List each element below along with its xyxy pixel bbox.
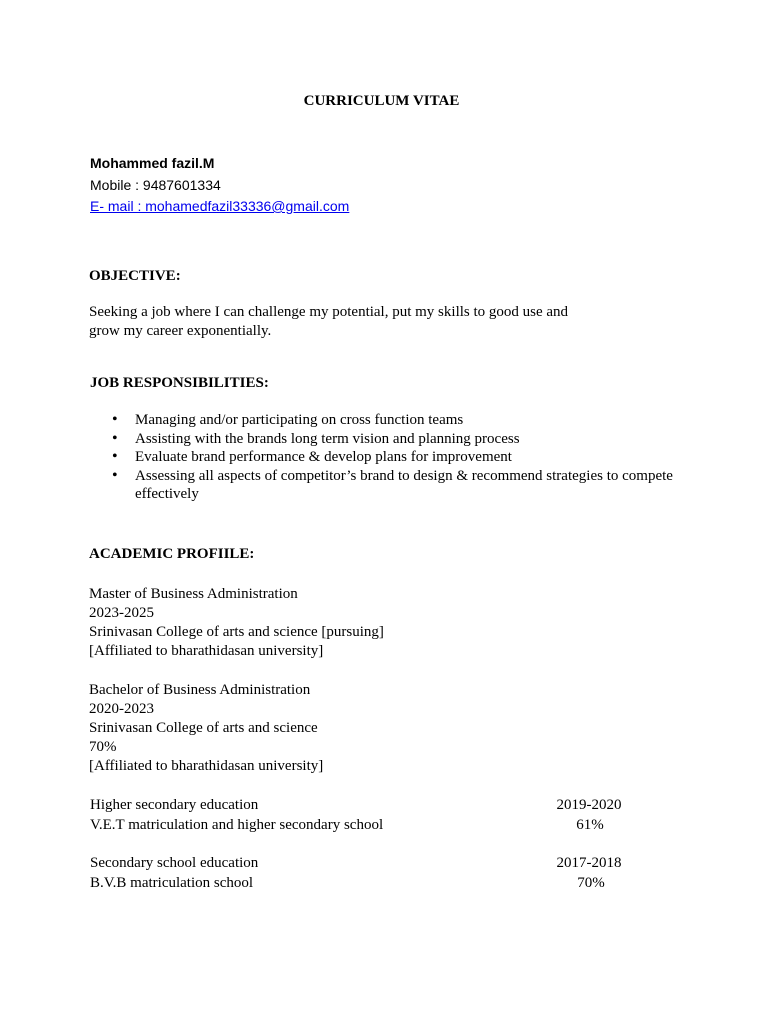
- ssc-years: 2017-2018: [556, 855, 622, 871]
- document-title: CURRICULUM VITAE: [303, 93, 460, 109]
- ssc-school: B.V.B matriculation school: [90, 875, 254, 891]
- hsc-years: 2019-2020: [556, 797, 622, 813]
- mobile-number: Mobile : 9487601334: [90, 177, 221, 193]
- bba-affiliation: [Affiliated to bharathidasan university]: [89, 758, 324, 774]
- objective-text: Seeking a job where I can challenge my potential, put my skills to good use and grow my career exponentially.: [89, 304, 569, 339]
- list-item: • Assessing all aspects of competitor’s brand to design & recommend strategies to compete effectively: [135, 467, 735, 504]
- list-item: • Managing and/or participating on cross function teams: [135, 411, 735, 430]
- bba-degree: Bachelor of Business Administration: [89, 682, 311, 698]
- academic-heading: ACADEMIC PROFIILE:: [89, 546, 255, 562]
- hsc-level: Higher secondary education: [90, 797, 259, 813]
- bba-score: 70%: [89, 739, 117, 755]
- mba-years: 2023-2025: [89, 605, 154, 621]
- hsc-score: 61%: [576, 817, 604, 833]
- bba-years: 2020-2023: [89, 701, 154, 717]
- ssc-score: 70%: [577, 875, 605, 891]
- responsibilities-list: [89, 411, 735, 504]
- mba-degree: Master of Business Administration: [89, 586, 298, 602]
- list-item: • Evaluate brand performance & develop plans for improvement: [135, 448, 735, 467]
- bba-college: Srinivasan College of arts and science: [89, 720, 318, 736]
- email-link[interactable]: E- mail : mohamedfazil33336@gmail.com: [90, 198, 350, 214]
- hsc-school: V.E.T matriculation and higher secondary school: [90, 817, 384, 833]
- mba-college: Srinivasan College of arts and science [pursuing]: [89, 624, 384, 640]
- mba-affiliation: [Affiliated to bharathidasan university]: [89, 643, 324, 659]
- list-item: • Assisting with the brands long term vision and planning process: [135, 430, 735, 449]
- ssc-level: Secondary school education: [90, 855, 259, 871]
- responsibilities-heading: JOB RESPONSIBILITIES:: [90, 375, 269, 391]
- objective-heading: OBJECTIVE:: [89, 268, 181, 284]
- candidate-name: Mohammed fazil.M: [90, 155, 215, 171]
